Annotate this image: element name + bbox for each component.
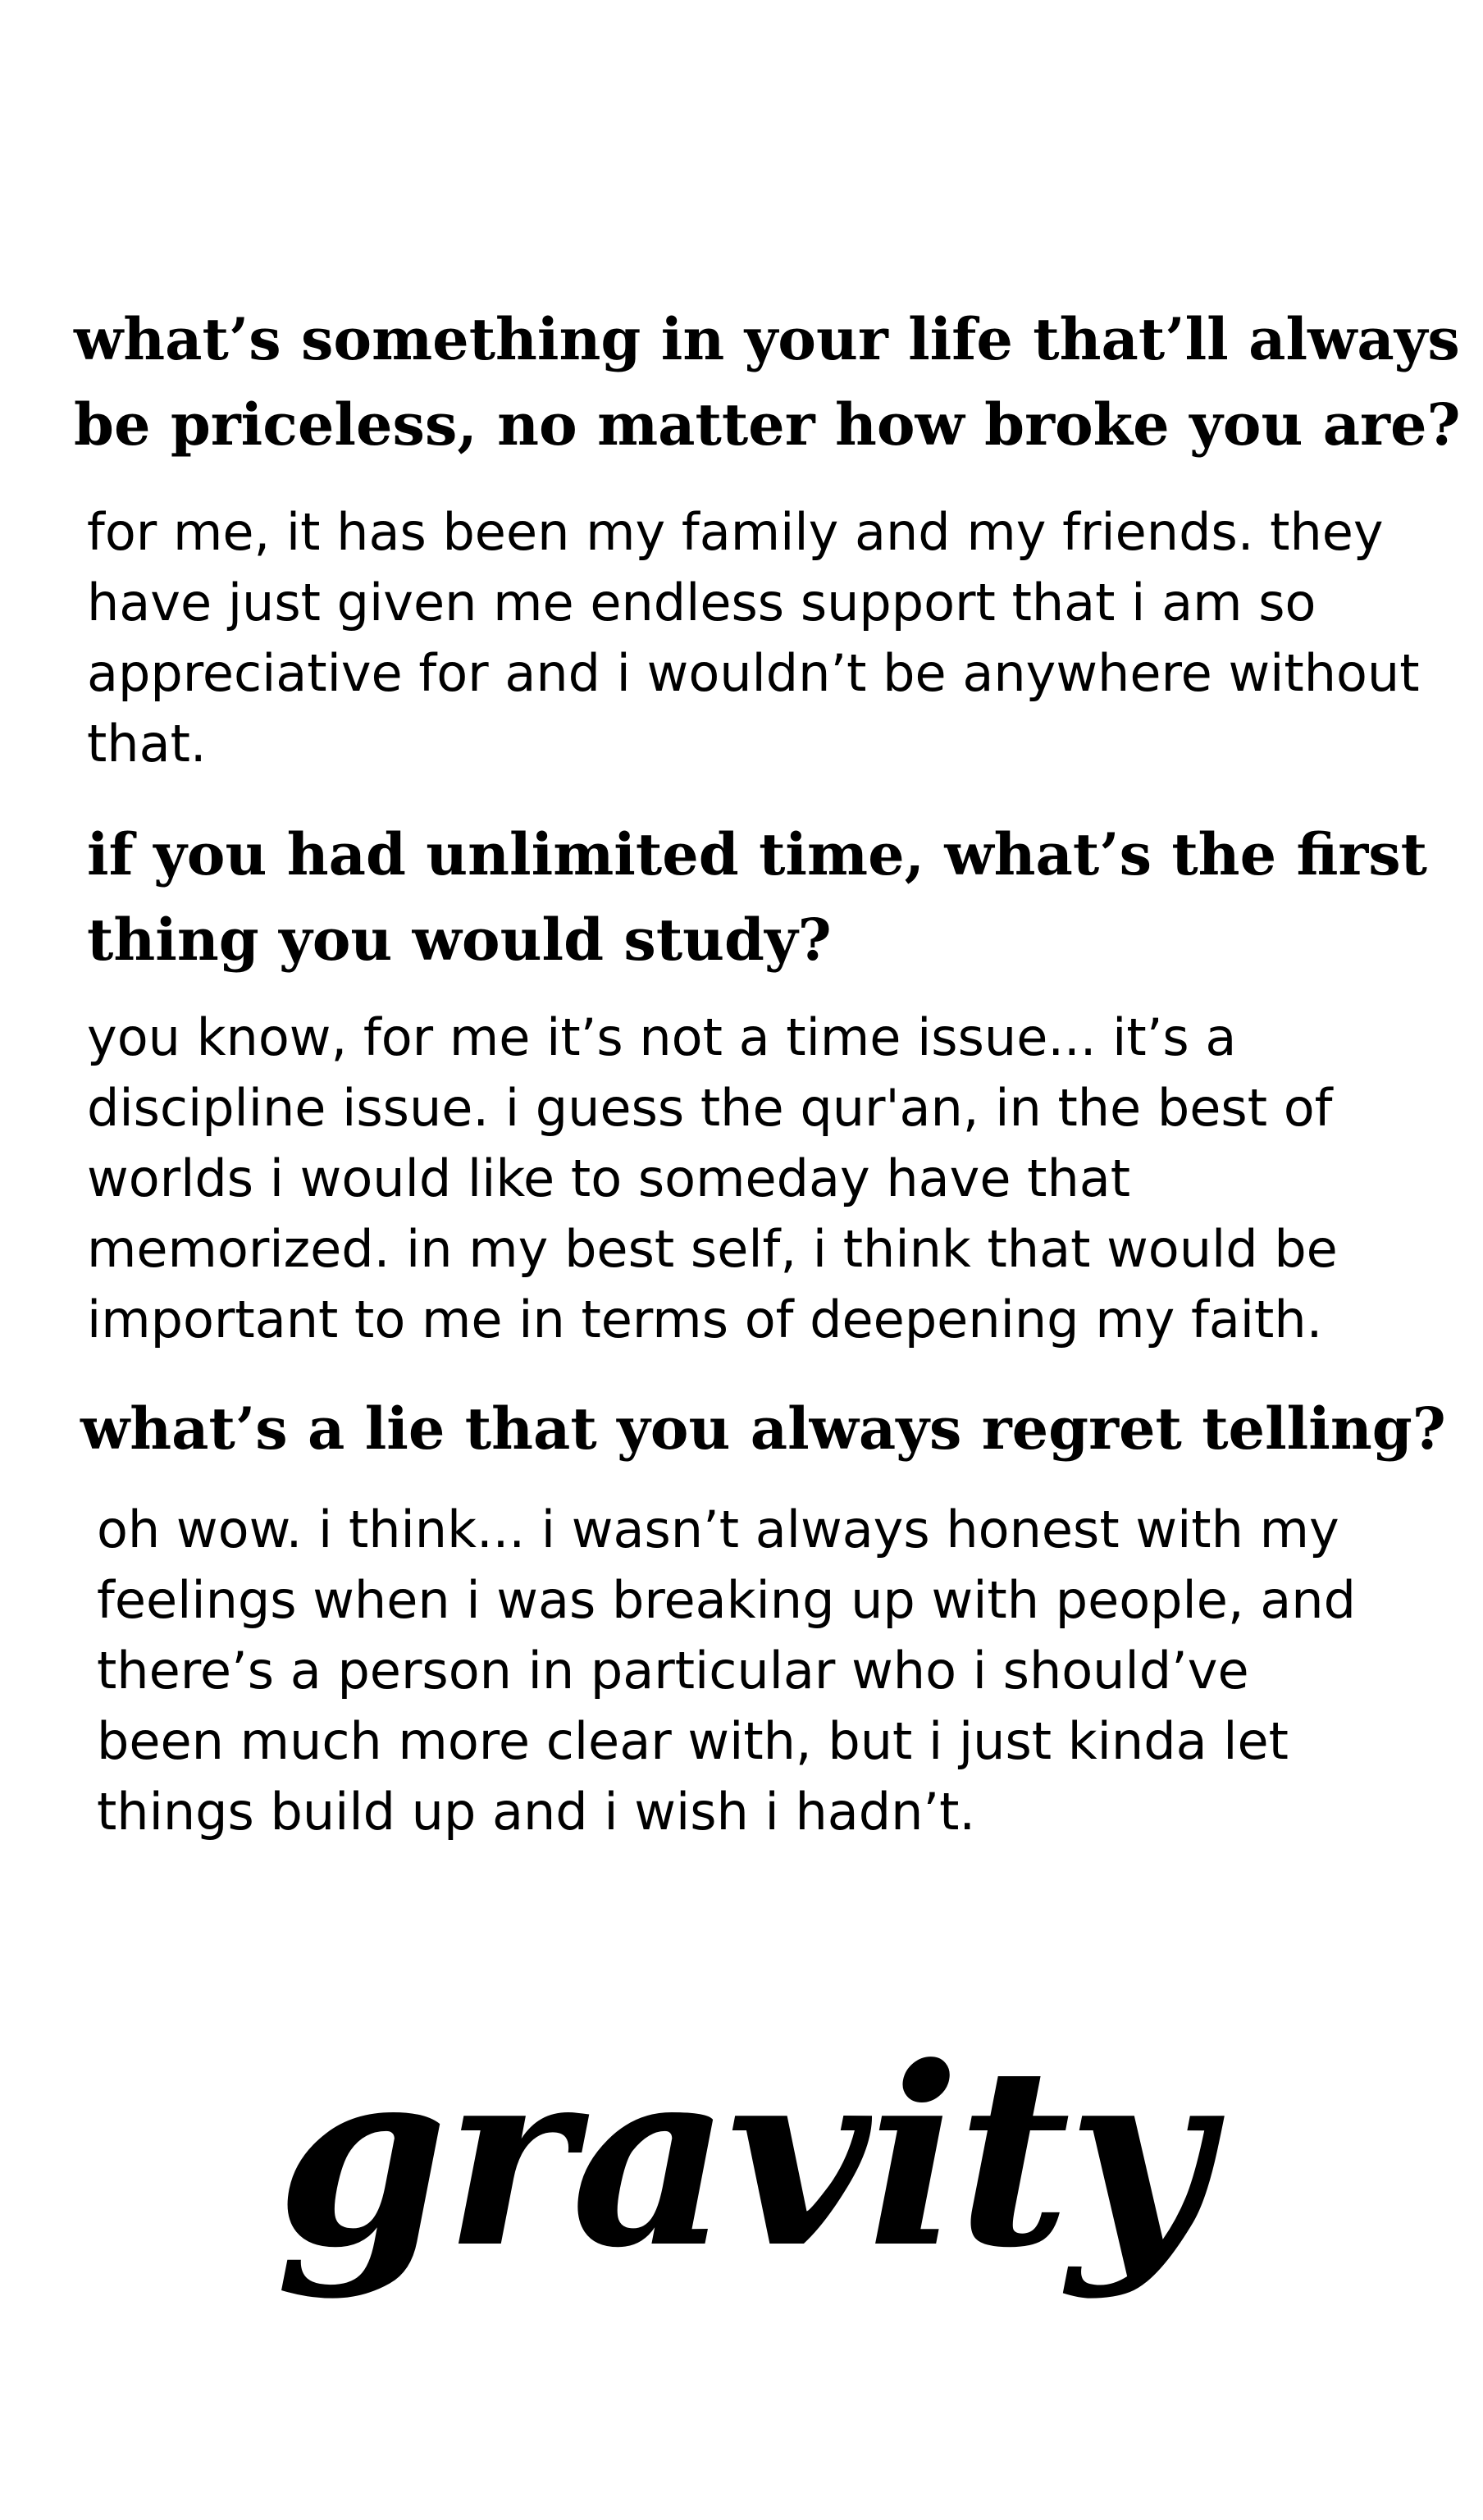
question-2-line-2: thing you would study? xyxy=(87,906,832,974)
answer-2-line-5: important to me in terms of deepening my faith. xyxy=(87,1290,1323,1349)
answer-1 xyxy=(87,497,1420,779)
answer-3-line-4: been much more clear with, but i just kinda let xyxy=(97,1711,1289,1771)
answer-1-line-1: for me, it has been my family and my friends. they xyxy=(87,502,1384,562)
question-1-line-1: what’s something in your life that’ll always xyxy=(74,305,1460,373)
question-1-line-2: be priceless, no matter how broke you are? xyxy=(74,390,1461,459)
answer-3-line-2: feelings when i was breaking up with people, and xyxy=(97,1570,1356,1630)
brand-wordmark: gravity xyxy=(276,2012,1207,2302)
answer-3 xyxy=(97,1495,1356,1847)
answer-1-line-2: have just given me endless support that i am so xyxy=(87,573,1316,632)
answer-2-line-4: memorized. in my best self, i think that would be xyxy=(87,1219,1338,1279)
question-2-line-1: if you had unlimited time, what’s the first xyxy=(87,820,1427,888)
question-1 xyxy=(74,297,1461,468)
answer-3-line-5: things build up and i wish i hadn’t. xyxy=(97,1782,976,1842)
answer-3-line-1: oh wow. i think... i wasn’t always honest with my xyxy=(97,1500,1339,1559)
answer-3-line-3: there’s a person in particular who i should’ve xyxy=(97,1641,1249,1701)
question-3-line-1: what’s a lie that you always regret telling? xyxy=(80,1395,1446,1463)
answer-1-line-4: that. xyxy=(87,714,207,774)
question-3 xyxy=(80,1386,1446,1472)
answer-1-line-3: appreciative for and i wouldn’t be anywhere without xyxy=(87,643,1420,703)
answer-2-line-2: discipline issue. i guess the qur'an, in the best of xyxy=(87,1078,1333,1138)
answer-2-line-1: you know, for me it’s not a time issue... it’s a xyxy=(87,1007,1237,1067)
answer-2-line-3: worlds i would like to someday have that xyxy=(87,1148,1131,1208)
question-2 xyxy=(87,812,1427,983)
answer-2 xyxy=(87,1002,1338,1355)
